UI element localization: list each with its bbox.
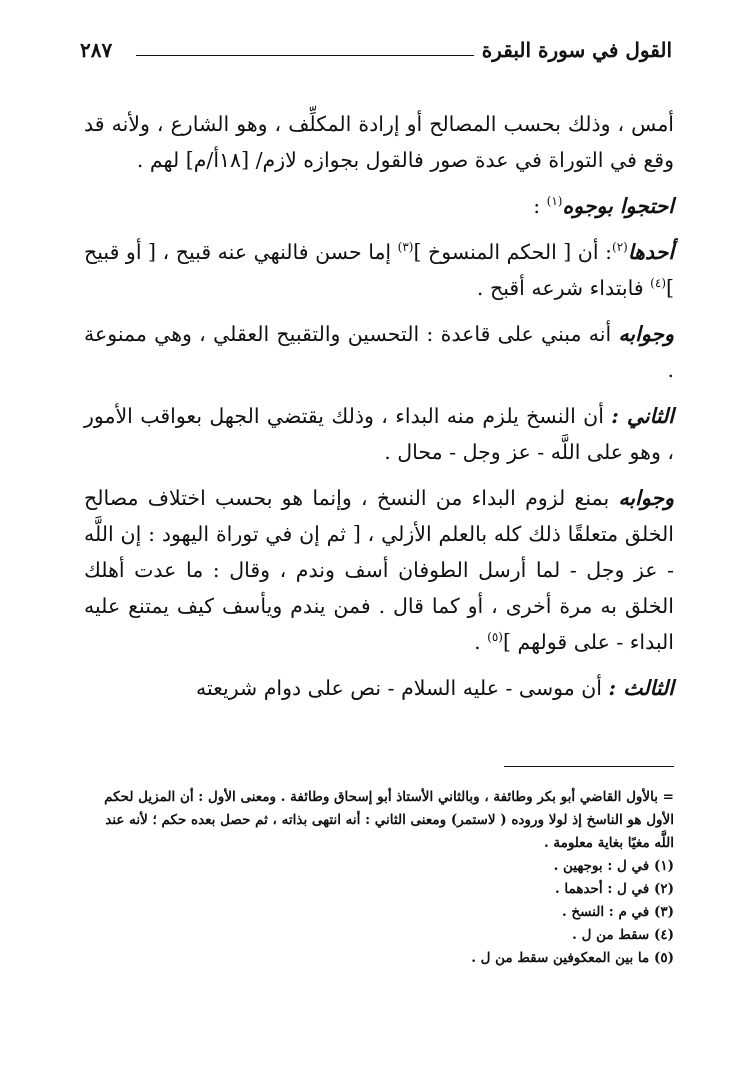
footnote-1: (١) في ل : بوجهين .	[553, 858, 674, 874]
footnote-2: (٢) في ل : أحدهما .	[555, 881, 674, 897]
footnote-3: (٣) في م : النسخ .	[562, 904, 674, 920]
footnotes	[84, 786, 674, 970]
footnote-rule	[504, 766, 674, 767]
paragraph-3-lead: أحدها	[627, 240, 675, 264]
paragraph-6-text: بمنع لزوم البداء من النسخ ، وإنما هو بحسب اختلاف مصالح الخلق متعلقًا ذلك كله بالعلم الأزلي ، [ ثم إن في توراة اليهود : إن اللَّه - عز وجل - لما أرسل الطوفان أسف وندم ، وقال : ما عدت أهلك الخلق به مرة أخرى ، أو كما قال . فمن يندم ويأسف كيف يمتنع عليه البداء - على قولهم ]	[84, 486, 674, 654]
running-title: القول في سورة البقرة	[481, 38, 672, 62]
paragraph-5-text: أن النسخ يلزم منه البداء ، وذلك يقتضي الجهل بعواقب الأمور ، وهو على اللَّه - عز وجل - محال .	[84, 404, 674, 464]
paragraph-5	[84, 398, 674, 470]
footnote-5: (٥) ما بين المعكوفين سقط من ل .	[471, 950, 674, 966]
paragraph-3-text-3: فابتداء شرعه أقبح .	[476, 276, 651, 300]
footnote-ref-1: (١)	[546, 194, 563, 209]
paragraph-1: أمس ، وذلك بحسب المصالح أو إرادة المكلِّف ، وهو الشارع ، ولأنه قد وقع في التوراة في عدة صور فالقول بجوازه لازم/ [١٨أ/م] لهم .	[84, 112, 674, 172]
footnote-continuation: = بالأول القاضي أبو بكر وطائفة ، وبالثاني الأستاذ أبو إسحاق وطائفة . ومعنى الأول : أن المزيل لحكم الأول هو الناسخ إذ لولا وروده ( لاستمر) ومعنى الثاني : أنه انتهى بذاته ، ثم حصل بعده حكم ؛ لأنه عند اللَّه مغيًا بغاية معلومة .	[104, 789, 674, 851]
paragraph-7-text: أن موسى - عليه السلام - نص على دوام شريعته	[195, 676, 609, 700]
paragraph-3-text-1: : أن [ الحكم المنسوخ ]	[413, 240, 612, 264]
paragraph-4-lead: وجوابه	[618, 322, 674, 346]
footnote-ref-2: (٢)	[612, 240, 628, 255]
footnote-ref-3: (٣)	[397, 240, 414, 255]
main-text	[84, 106, 674, 706]
paragraph-7-lead: الثالث :	[608, 676, 674, 700]
paragraph-3-text-2: إما حسن فالنهي عنه قبيح ، [ أو قبيح ]	[84, 240, 674, 300]
page-header	[80, 38, 672, 74]
page-number: ٢٨٧	[80, 38, 113, 62]
paragraph-5-lead: الثاني :	[611, 404, 674, 428]
header-rule	[136, 55, 474, 56]
paragraph-6-tail: .	[474, 630, 488, 654]
paragraph-4	[84, 316, 674, 388]
footnote-separator	[84, 766, 674, 774]
paragraph-6	[84, 480, 674, 660]
footnote-ref-5: (٥)	[487, 630, 503, 645]
paragraph-2-tail: :	[533, 194, 547, 218]
footnote-4: (٤) سقط من ل .	[572, 927, 674, 943]
paragraph-3	[84, 234, 674, 306]
paragraph-7	[84, 670, 674, 706]
paragraph-6-lead: وجوابه	[618, 486, 674, 510]
paragraph-4-text: أنه مبني على قاعدة : التحسين والتقبيح العقلي ، وهي ممنوعة .	[84, 322, 674, 382]
footnote-ref-4: (٤)	[650, 276, 666, 291]
paragraph-2	[84, 188, 674, 224]
paragraph-2-lead: احتجوا بوجوه	[562, 194, 674, 218]
